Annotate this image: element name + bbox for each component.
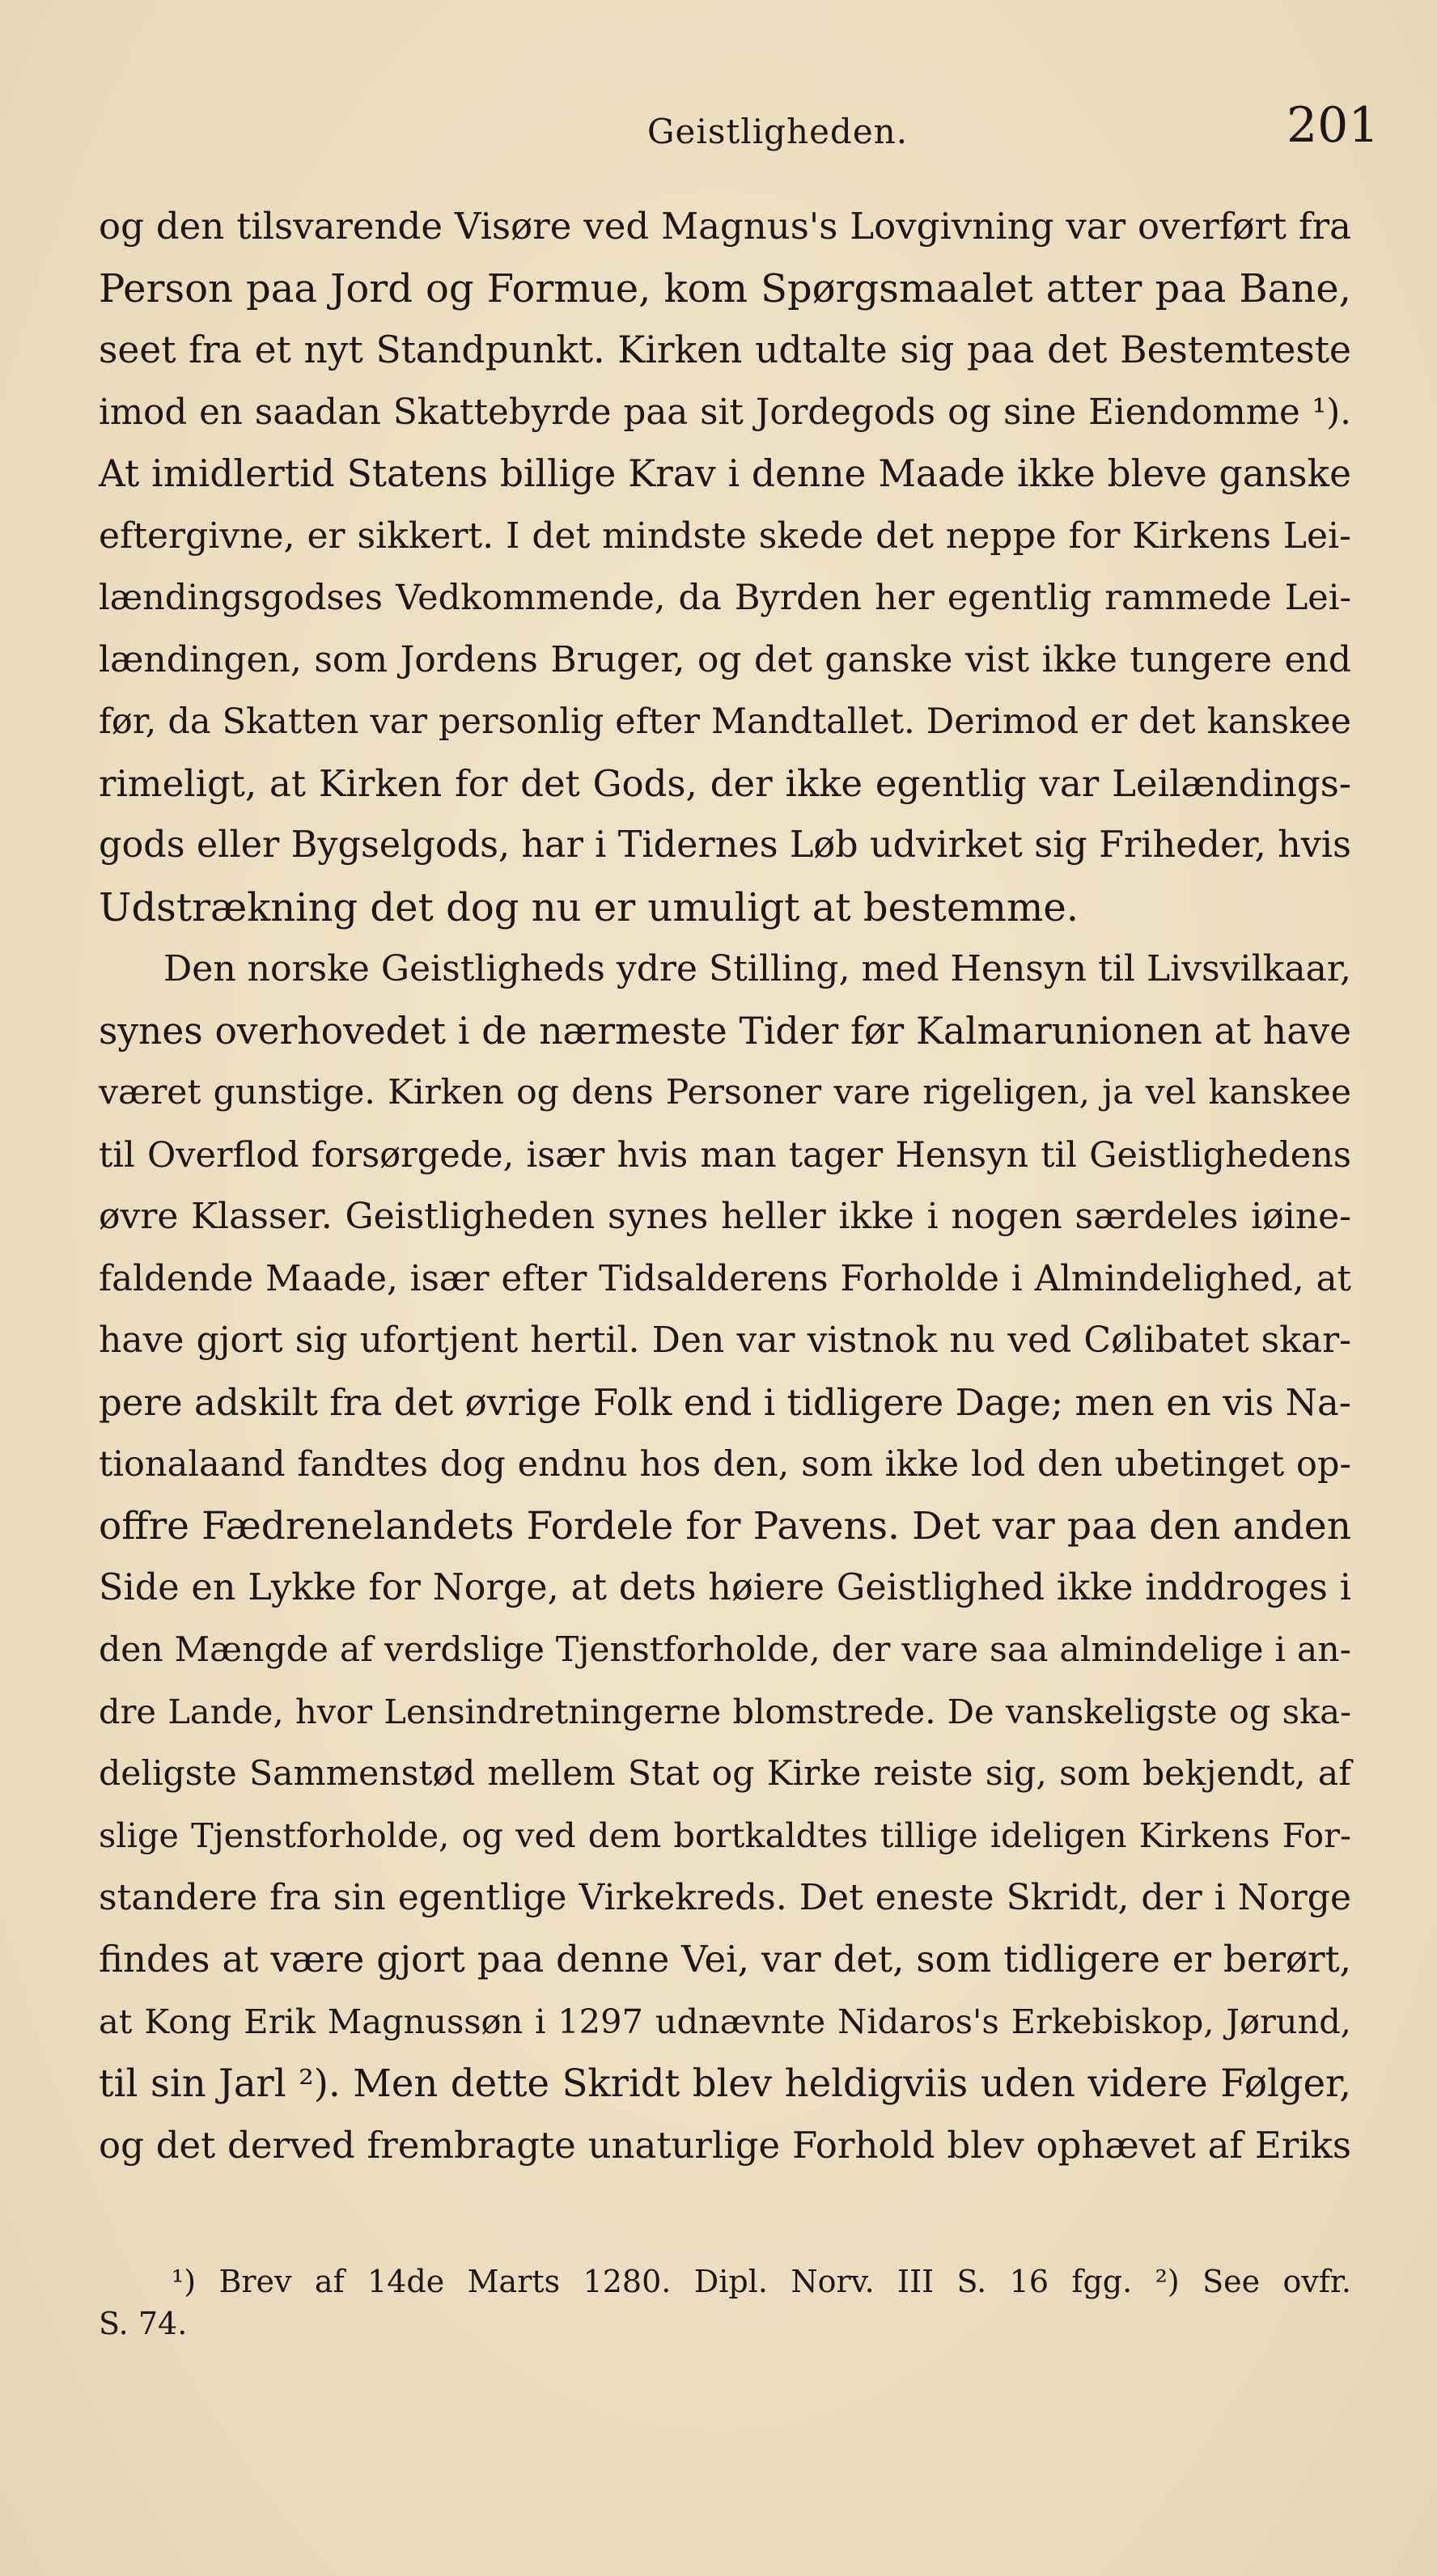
footnote-line: S. 74. (99, 2306, 188, 2341)
text-line: og den tilsvarende Visøre ved Magnus's Lovgivning var overført fra (99, 205, 1351, 248)
text-line: dre Lande, hvor Lensindretningerne blomstrede. De vanskeligste og ska- (99, 1692, 1351, 1731)
text-line: seet fra et nyt Standpunkt. Kirken udtalte sig paa det Bestemteste (99, 328, 1351, 371)
text-line: deligste Sammenstød mellem Stat og Kirke reiste sig, som bekjendt, af (99, 1753, 1351, 1794)
text-line: rimeligt, at Kirken for det Gods, der ikke egentlig var Leilændings- (99, 761, 1351, 805)
page-number: 201 (1287, 97, 1380, 154)
text-line: lændingen, som Jordens Bruger, og det ganske vist ikke tungere end (99, 638, 1351, 680)
text-line: øvre Klasser. Geistligheden synes heller ikke i nogen særdeles iøine- (99, 1196, 1351, 1237)
running-head (0, 97, 1437, 162)
text-line: faldende Maade, især efter Tidsalderens Forholde i Almindelighed, at (99, 1258, 1351, 1299)
text-line: standere fra sin egentlige Virkekreds. Det eneste Skridt, der i Norge (99, 1876, 1351, 1918)
text-line: findes at være gjort paa denne Vei, var det, som tidligere er berørt, (99, 1938, 1351, 1981)
text-line: Side en Lykke for Norge, at dets høiere Geistlighed ikke inddroges i (99, 1567, 1351, 1608)
text-line: imod en saadan Skattebyrde paa sit Jordegods og sine Eiendomme ¹). (99, 392, 1351, 433)
text-line: lændingsgodses Vedkommende, da Byrden her egentlig rammede Lei- (99, 578, 1351, 618)
text-line: At imidlertid Statens billige Krav i denne Maade ikke bleve ganske (99, 452, 1351, 495)
text-line: tionalaand fandtes dog endnu hos den, som ikke lod den ubetinget op- (99, 1444, 1351, 1485)
text-line: den Mængde af verdslige Tjenstforholde, der vare saa almindelige i an- (99, 1629, 1351, 1670)
paragraph-1 (99, 196, 1351, 938)
text-line: Den norske Geistligheds ydre Stilling, med Hensyn til Livsvilkaar, (163, 948, 1351, 989)
text-line: at Kong Erik Magnussøn i 1297 udnævnte Nidaros's Erkebiskop, Jørund, (99, 2001, 1351, 2041)
paragraph-2 (99, 938, 1351, 2176)
text-line: Udstrækning det dog nu er umuligt at bestemme. (99, 884, 1079, 930)
text-line: slige Tjenstforholde, og ved dem bortkaldtes tillige ideligen Kirkens For- (99, 1815, 1351, 1855)
footnote-line: ¹) Brev af 14de Marts 1280. Dipl. Norv. III S. 16 fgg. ²) See ovfr. (172, 2264, 1351, 2299)
text-line: til sin Jarl ²). Men dette Skridt blev heldigviis uden videre Følger, (99, 2061, 1351, 2105)
text-line: gods eller Bygselgods, har i Tidernes Løb udvirket sig Friheder, hvis (99, 824, 1351, 866)
text-line: til Overflod forsørgede, især hvis man tager Hensyn til Geistlighedens (99, 1134, 1351, 1176)
running-title: Geistligheden. (647, 112, 909, 151)
text-line: offre Fædrenelandets Fordele for Pavens. Det var paa den anden (99, 1503, 1351, 1549)
text-line: eftergivne, er sikkert. I det mindste skede det neppe for Kirkens Lei- (99, 515, 1351, 557)
body-text (99, 196, 1351, 2176)
text-line: før, da Skatten var personlig efter Mandtallet. Derimod er det kanskee (99, 701, 1351, 742)
text-line: pere adskilt fra det øvrige Folk end i tidligere Dage; men en vis Na- (99, 1380, 1351, 1424)
text-line: og det derved frembragte unaturlige Forhold blev ophævet af Eriks (99, 2123, 1351, 2167)
footnotes (99, 2260, 1351, 2345)
text-line: været gunstige. Kirken og dens Personer vare rigeligen, ja vel kanskee (99, 1073, 1351, 1112)
text-line: Person paa Jord og Formue, kom Spørgsmaalet atter paa Bane, (99, 265, 1351, 311)
text-line: have gjort sig ufortjent hertil. Den var vistnok nu ved Cølibatet skar- (99, 1320, 1351, 1361)
text-line: synes overhovedet i de nærmeste Tider før Kalmarunionen at have (99, 1009, 1351, 1053)
